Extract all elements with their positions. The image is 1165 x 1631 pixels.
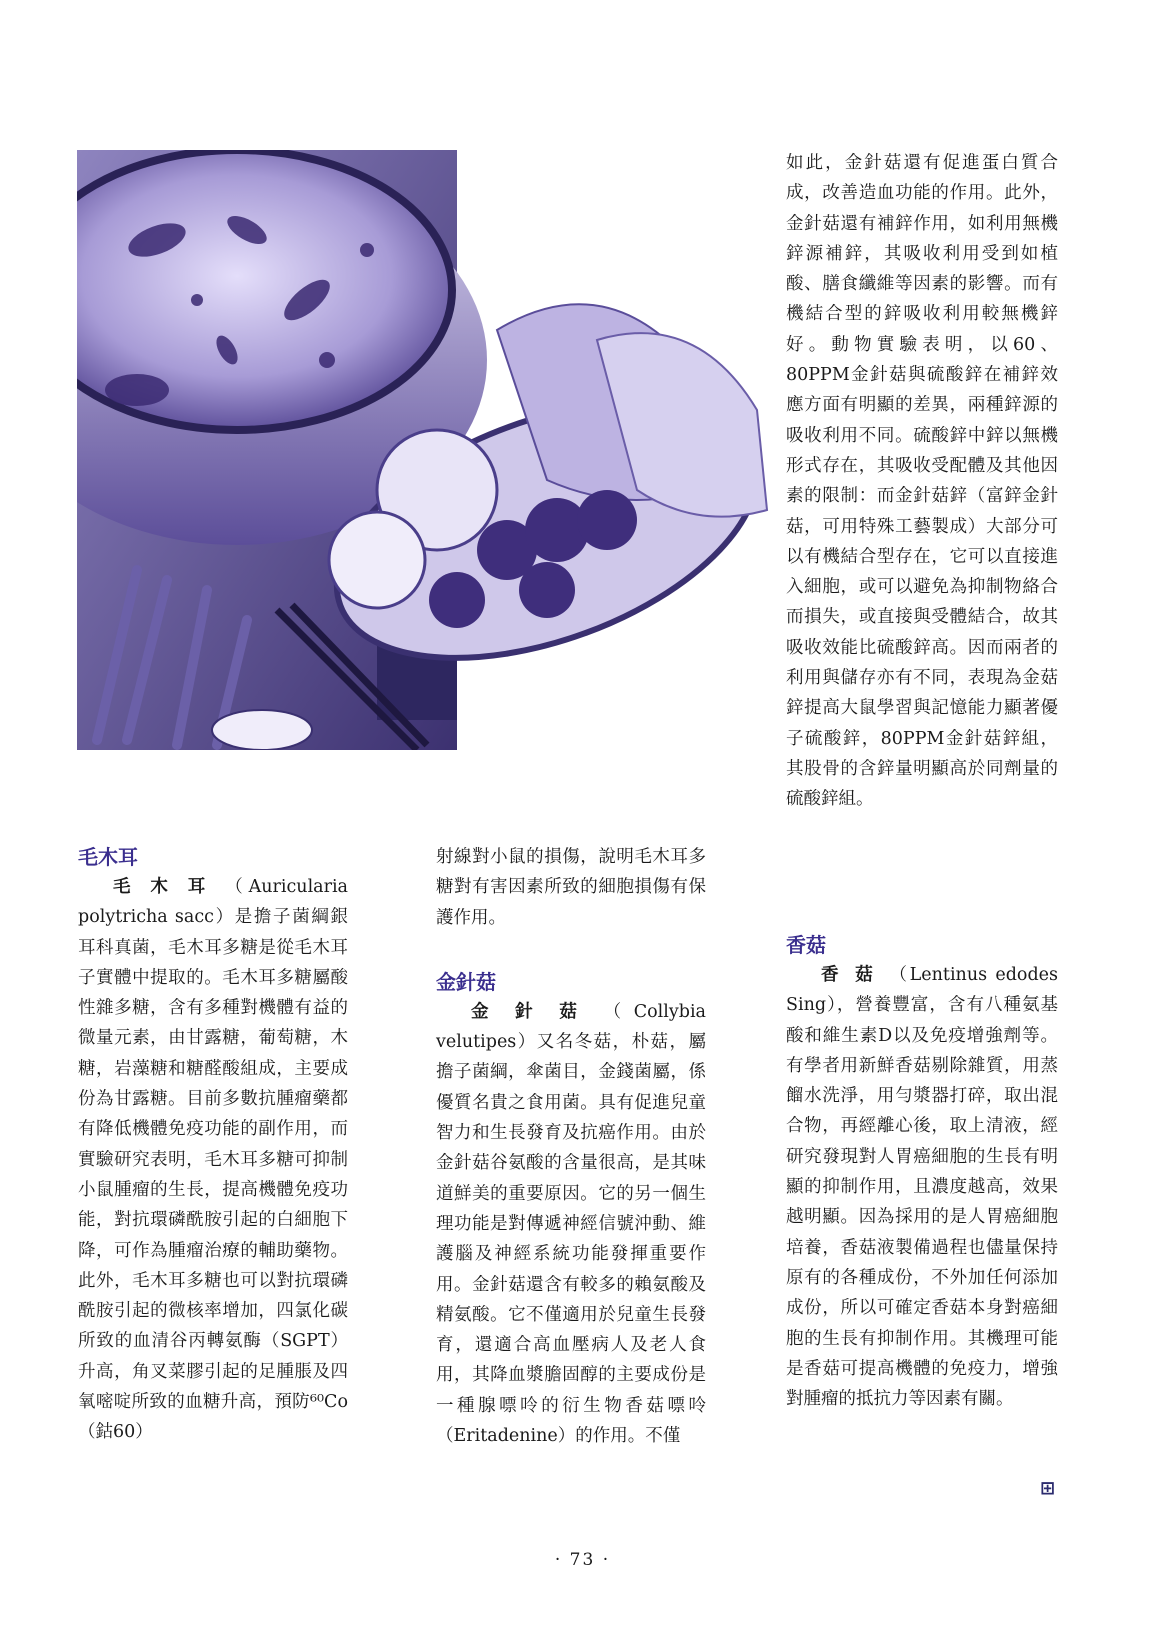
food-photo [77, 150, 797, 750]
paragraph: 射線對小鼠的損傷，說明毛木耳多糖對有害因素所致的細胞損傷有保護作用。 [436, 847, 706, 928]
section-heading: 毛木耳 [78, 845, 138, 869]
paragraph-body: （Lentinus edodes Sing），營養豐富，含有八種氨基酸和維生素D以及免疫增強劑等。有學者用新鮮香菇剔除雜質，用蒸餾水洗淨，用勻漿器打碎，取出混合物，再經離心後，取上清液，經研究發現對人胃癌細胞的生長有明顯的抑制作用，且濃度越高，效果越明顯。因為採用的是人胃癌細胞培養，香菇液製備過程也儘量保持原有的各種成份，不外加任何添加成份，所以可確定香菇本身對癌細胞的生長有抑制作用。其機理可能是香菇可提高機體的免疫力，增強對腫瘤的抵抗力等因素有關。 [786, 965, 1058, 1410]
lead-term: 毛木耳 [113, 877, 226, 897]
right-column-bottom [786, 930, 1058, 1414]
paragraph: 如此，金針菇還有促進蛋白質合成，改善造血功能的作用。此外，金針菇還有補鋅作用，如利用無機鋅源補鋅，其吸收利用受到如植酸、膳食纖維等因素的影響。而有機結合型的鋅吸收利用較無機鋅好。動物實驗表明，以60、80PPM金針菇與硫酸鋅在補鋅效應方面有明顯的差異，兩種鋅源的吸收利用不同。硫酸鋅中鋅以無機形式存在，其吸收受配體及其他因素的限制：而金針菇鋅（富鋅金針菇，可用特殊工藝製成）大部分可以有機結合型存在，它可以直接進入細胞，或可以避免為抑制物絡合而損失，或直接與受體結合，故其吸收效能比硫酸鋅高。因而兩者的利用與儲存亦有不同，表現為金菇鋅提高大鼠學習與記憶能力顯著優子硫酸鋅，80PPM金針菇鋅組，其股骨的含鋅量明顯高於同劑量的硫酸鋅組。 [786, 153, 1058, 810]
paragraph [786, 960, 1058, 1414]
lead-term: 金針菇 [471, 1001, 604, 1022]
section-heading: 金針菇 [436, 969, 496, 994]
paragraph-body: （Collybia velutipes）又名冬菇，朴菇，屬擔子菌綱，傘菌目，金錢菌屬，係優質名貴之食用菌。具有促進兒童智力和生長發育及抗癌作用。由於金針菇谷氨酸的含量很高，是其味道鮮美的重要原因。它的另一個生理功能是對傳遞神經信號沖動、維護腦及神經系統功能發揮重要作用。金針菇還含有較多的賴氨酸及精氨酸。它不僅適用於兒童生長發育，還適合高血壓病人及老人食用，其降血漿膽固醇的主要成份是一種腺嘌呤的衍生物香菇嘌呤（Eritadenine）的作用。不僅 [436, 1001, 706, 1447]
section-heading: 香菇 [786, 933, 826, 957]
lead-term: 香菇 [821, 965, 890, 985]
left-column [78, 842, 348, 1448]
paragraph [78, 872, 348, 1448]
right-column-top [786, 148, 1058, 815]
paragraph-body: （Auricularia polytricha sacc）是擔子菌綱銀耳科真菌，毛木耳多糖是從毛木耳子實體中提取的。毛木耳多糖屬酸性雜多糖，含有多種對機體有益的微量元素，由甘露糖，葡萄糖，木糖，岩藻糖和糖醛酸組成，主要成份為甘露糖。目前多數抗腫瘤藥都有降低機體免疫功能的副作用，而實驗研究表明，毛木耳多糖可抑制小鼠腫瘤的生長，提高機體免疫功能，對抗環磷酰胺引起的白細胞下降，可作為腫瘤治療的輔助藥物。此外，毛木耳多糖也可以對抗環磷酰胺引起的微核率增加，四氯化碳所致的血清谷丙轉氨酶（SGPT）升高，角叉菜膠引起的足腫脹及四氧嘧啶所致的血糖升高，預防⁶⁰Co（鈷60） [78, 877, 348, 1443]
page-number: · 73 · [554, 1550, 611, 1570]
end-mark-icon: ⊞ [1040, 1478, 1056, 1499]
middle-column [436, 842, 706, 1451]
paragraph [436, 997, 706, 1451]
